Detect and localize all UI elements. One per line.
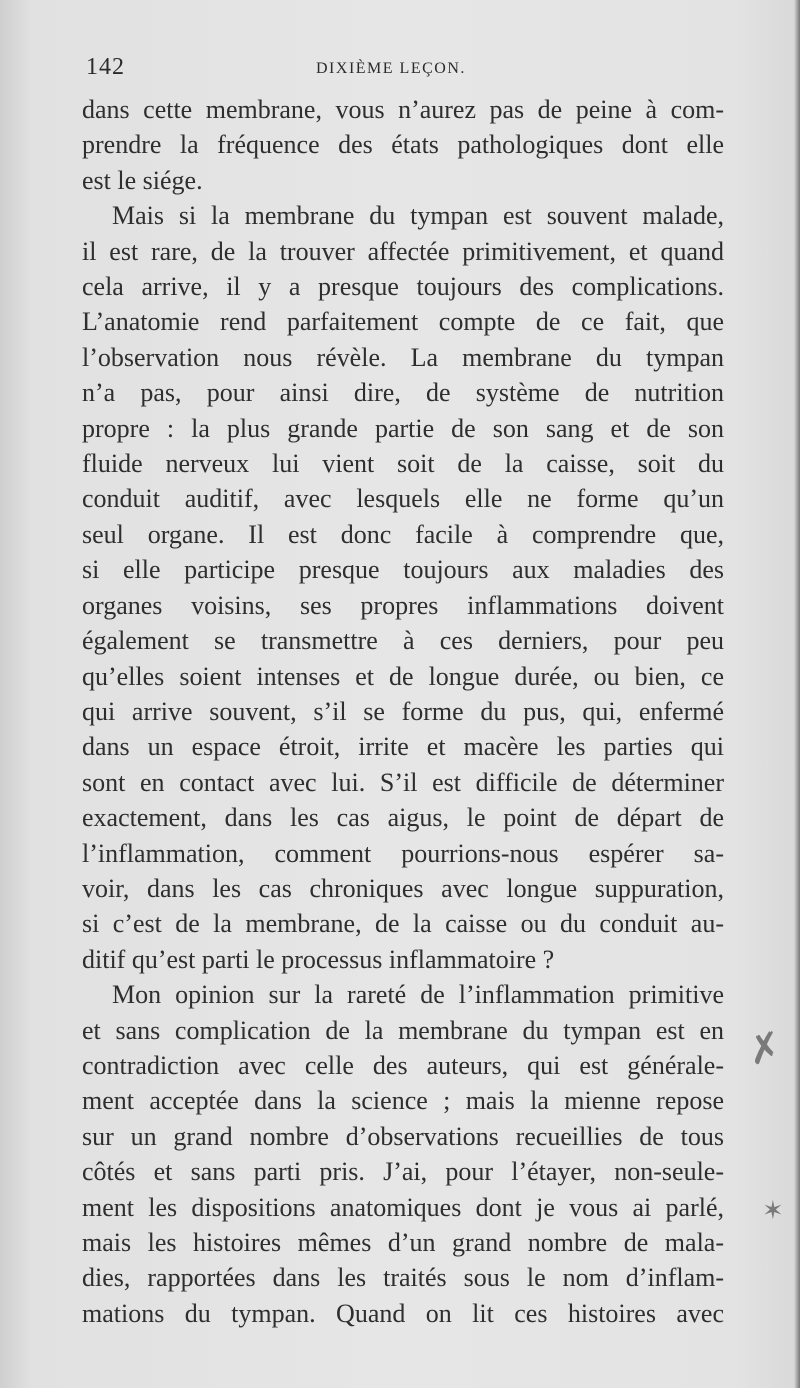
text-line: Mais si la membrane du tympan est souvent malade, <box>112 201 724 231</box>
text-line: est le siége. <box>82 165 203 195</box>
text-line: également se transmettre à ces derniers, pour peu <box>82 626 724 656</box>
text-line: il est rare, de la trouver affectée primitivement, et quand <box>82 236 724 266</box>
text-line: dies, rapportées dans les traités sous le nom d’inflam- <box>82 1263 724 1293</box>
text-line: sur un grand nombre d’observations recueillies de tous <box>82 1121 724 1151</box>
text-line: L’anatomie rend parfaitement compte de ce fait, que <box>82 307 724 337</box>
body-text <box>82 92 724 1331</box>
pencil-mark-icon: ✗ <box>743 1023 786 1075</box>
running-head: DIXIÈME LEÇON. <box>316 60 466 77</box>
text-line: prendre la fréquence des états pathologiques dont elle <box>82 130 724 160</box>
text-line: mations du tympan. Quand on lit ces histoires avec <box>82 1298 724 1328</box>
paragraph-3 <box>82 977 724 1331</box>
text-line: côtés et sans parti pris. J’ai, pour l’étayer, non-seule- <box>82 1157 724 1187</box>
text-line: cela arrive, il y a presque toujours des complications. <box>82 272 724 302</box>
text-line: seul organe. Il est donc facile à comprendre que, <box>82 519 724 549</box>
text-line: l’observation nous révèle. La membrane du tympan <box>82 342 724 372</box>
text-line: propre : la plus grande partie de son sang et de son <box>82 413 724 443</box>
pencil-star-icon: ✶ <box>762 1196 784 1226</box>
page-header <box>86 54 724 88</box>
text-line: dans cette membrane, vous n’aurez pas de peine à com- <box>82 95 724 124</box>
text-line: si elle participe presque toujours aux maladies des <box>82 555 724 585</box>
text-line: ment les dispositions anatomiques dont je vous ai parlé, <box>82 1192 724 1222</box>
paragraph-1 <box>82 92 724 198</box>
text-line: si c’est de la membrane, de la caisse ou du conduit au- <box>82 909 724 939</box>
paragraph-2 <box>82 198 724 977</box>
text-line: l’inflammation, comment pourrions-nous espérer sa- <box>82 838 724 868</box>
text-line: contradiction avec celle des auteurs, qui est générale- <box>82 1050 724 1080</box>
text-line: conduit auditif, avec lesquels elle ne forme qu’un <box>82 484 724 514</box>
text-line: Mon opinion sur la rareté de l’inflammation primitive <box>112 980 724 1010</box>
text-line: organes voisins, ses propres inflammations doivent <box>82 590 724 620</box>
text-line: fluide nerveux lui vient soit de la caisse, soit du <box>82 449 724 479</box>
text-line: mais les histoires mêmes d’un grand nombre de mala- <box>82 1228 724 1257</box>
text-line: ditif qu’est parti le processus inflammatoire ? <box>82 944 555 974</box>
text-line: qui arrive souvent, s’il se forme du pus, qui, enfermé <box>82 696 724 726</box>
page-number: 142 <box>86 54 125 80</box>
text-line: ment acceptée dans la science ; mais la mienne repose <box>82 1086 724 1116</box>
text-line: sont en contact avec lui. S’il est difficile de déterminer <box>82 767 724 797</box>
text-line: dans un espace étroit, irrite et macère les parties qui <box>82 732 724 762</box>
text-line: et sans complication de la membrane du tympan est en <box>82 1015 724 1045</box>
text-line: exactement, dans les cas aigus, le point de départ de <box>82 803 724 833</box>
text-line: qu’elles soient intenses et de longue durée, ou bien, ce <box>82 661 724 691</box>
text-line: voir, dans les cas chroniques avec longue suppuration, <box>82 873 724 903</box>
text-line: n’a pas, pour ainsi dire, de système de nutrition <box>82 378 724 408</box>
